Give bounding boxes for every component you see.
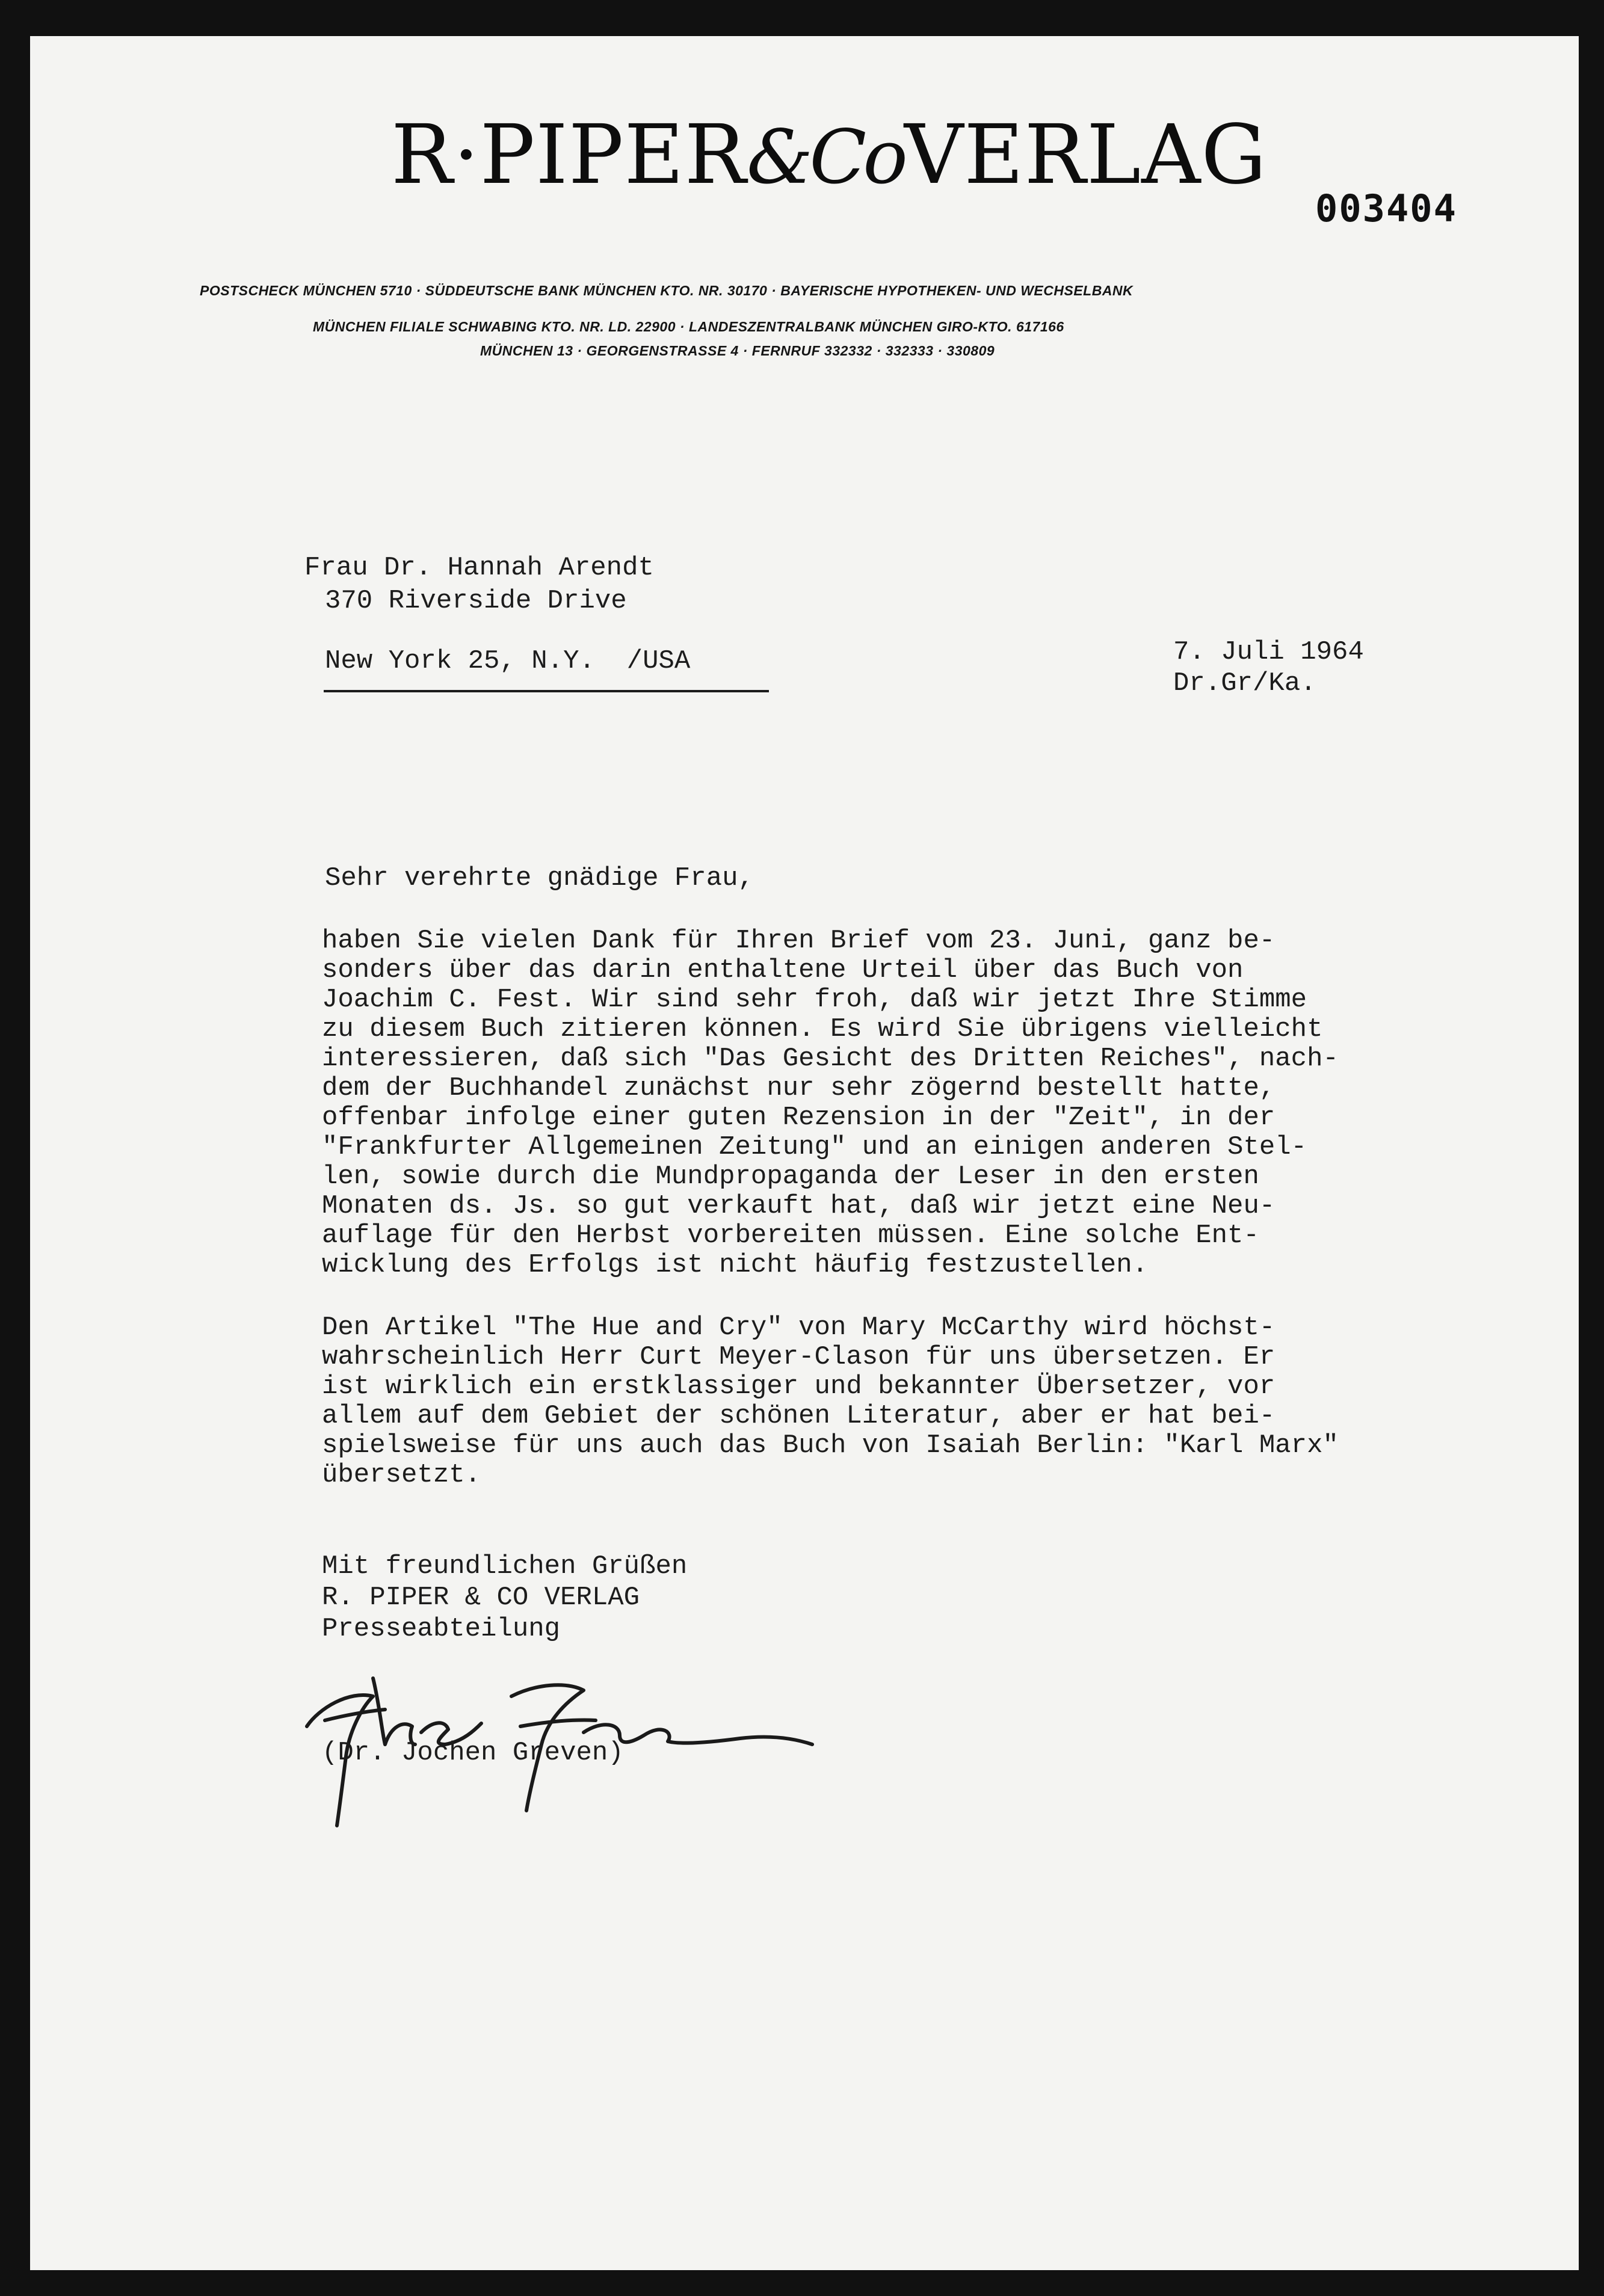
recipient-city: New York 25, N.Y. /USA xyxy=(325,646,691,676)
body-line: wahrscheinlich Herr Curt Meyer-Clason für uns übersetzen. Er xyxy=(322,1342,1275,1372)
body-line: Joachim C. Fest. Wir sind sehr froh, daß wir jetzt Ihre Stimme xyxy=(322,985,1307,1015)
closing-department: Presseabteilung xyxy=(322,1614,561,1644)
logo-part-ampersand: &Co xyxy=(747,114,904,201)
body-line: sonders über das darin enthaltene Urteil über das Buch von xyxy=(322,955,1244,985)
recipient-city-underline xyxy=(324,690,769,692)
body-line: Monaten ds. Js. so gut verkauft hat, daß wir jetzt eine Neu- xyxy=(322,1191,1275,1221)
body-line: wicklung des Erfolgs ist nicht häufig festzustellen. xyxy=(322,1250,1149,1280)
body-line: auflage für den Herbst vorbereiten müssen. Eine solche Ent- xyxy=(322,1220,1259,1251)
closing-greeting: Mit freundlichen Grüßen xyxy=(322,1551,688,1581)
body-line: dem der Buchhandel zunächst nur sehr zögernd bestellt hatte, xyxy=(322,1073,1275,1103)
body-line: "Frankfurter Allgemeinen Zeitung" und an einigen anderen Stel- xyxy=(322,1132,1307,1162)
bank-details-line-1: POSTSCHECK MÜNCHEN 5710 · SÜDDEUTSCHE BANK MÜNCHEN KTO. NR. 30170 · BAYERISCHE HYPOTHEKEN- UND WECHSELBANK xyxy=(200,283,1134,298)
body-line: interessieren, daß sich "Das Gesicht des Dritten Reiches", nach- xyxy=(322,1044,1339,1074)
body-line: len, sowie durch die Mundpropaganda der Leser in den ersten xyxy=(322,1162,1259,1192)
reference-code: Dr.Gr/Ka. xyxy=(1173,668,1316,698)
body-line: Den Artikel "The Hue and Cry" von Mary McCarthy wird höchst- xyxy=(322,1313,1275,1343)
body-line: haben Sie vielen Dank für Ihren Brief vom 23. Juni, ganz be- xyxy=(322,926,1275,956)
recipient-name: Frau Dr. Hannah Arendt xyxy=(304,553,654,583)
address-phone-line: MÜNCHEN 13 · GEORGENSTRASSE 4 · FERNRUF 332332 · 332333 · 330809 xyxy=(480,343,995,359)
signatory-name: (Dr. Jochen Greven) xyxy=(322,1738,624,1768)
salutation: Sehr verehrte gnädige Frau, xyxy=(325,863,754,893)
body-line: spielsweise für uns auch das Buch von Isaiah Berlin: "Karl Marx" xyxy=(322,1430,1339,1460)
recipient-street: 370 Riverside Drive xyxy=(325,586,627,616)
publisher-logo xyxy=(391,108,1268,203)
document-number: 003404 xyxy=(1315,186,1457,230)
closing-company: R. PIPER & CO VERLAG xyxy=(322,1583,640,1613)
logo-part-name: R·PIPER xyxy=(391,108,747,203)
logo-part-verlag: VERLAG xyxy=(904,108,1268,203)
body-line: offenbar infolge einer guten Rezension in der "Zeit", in der xyxy=(322,1103,1275,1133)
body-line: allem auf dem Gebiet der schönen Literatur, aber er hat bei- xyxy=(322,1401,1275,1431)
body-line: übersetzt. xyxy=(322,1460,481,1490)
letter-date: 7. Juli 1964 xyxy=(1173,637,1364,667)
bank-details-line-2: MÜNCHEN FILIALE SCHWABING KTO. NR. LD. 22900 · LANDESZENTRALBANK MÜNCHEN GIRO-KTO. 617166 xyxy=(313,319,1064,334)
body-line: zu diesem Buch zitieren können. Es wird Sie übrigens vielleicht xyxy=(322,1014,1323,1044)
body-line: ist wirklich ein erstklassiger und bekannter Übersetzer, vor xyxy=(322,1371,1275,1402)
